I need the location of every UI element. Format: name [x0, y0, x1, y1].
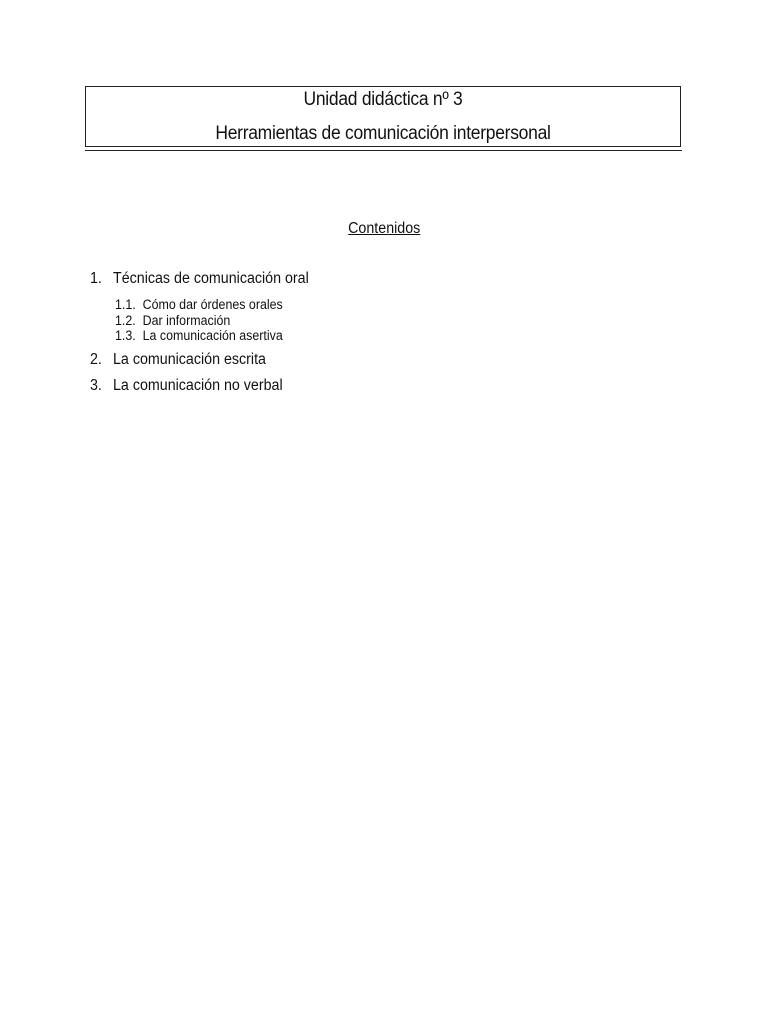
unit-subtitle: Herramientas de comunicación interpersonal — [215, 123, 551, 144]
toc-item-label: Técnicas de comunicación oral — [113, 270, 309, 287]
toc-item — [90, 270, 309, 288]
toc-subitem-number: 1.2. — [115, 313, 136, 328]
contents-heading-text: Contenidos — [347, 220, 421, 237]
title-box — [85, 86, 681, 147]
toc-item-label: La comunicación no verbal — [113, 377, 283, 394]
toc-subitem — [115, 313, 230, 328]
toc-subitem-number: 1.3. — [115, 328, 136, 343]
toc-item — [90, 377, 283, 395]
contents-heading — [0, 220, 768, 238]
toc-subitem — [115, 297, 283, 312]
toc-item-number: 1. — [90, 270, 102, 287]
toc-subitem-label: La comunicación asertiva — [142, 328, 283, 343]
toc-subitem-label: Cómo dar órdenes orales — [142, 297, 283, 312]
toc-item-number: 3. — [90, 377, 102, 394]
toc-item — [90, 351, 266, 369]
toc-item-label: La comunicación escrita — [113, 351, 266, 368]
toc-item-number: 2. — [90, 351, 102, 368]
toc-subitem-number: 1.1. — [115, 297, 136, 312]
toc-subitem-label: Dar información — [142, 313, 231, 328]
toc-subitem — [115, 328, 283, 343]
unit-title: Unidad didáctica nº 3 — [303, 89, 463, 110]
